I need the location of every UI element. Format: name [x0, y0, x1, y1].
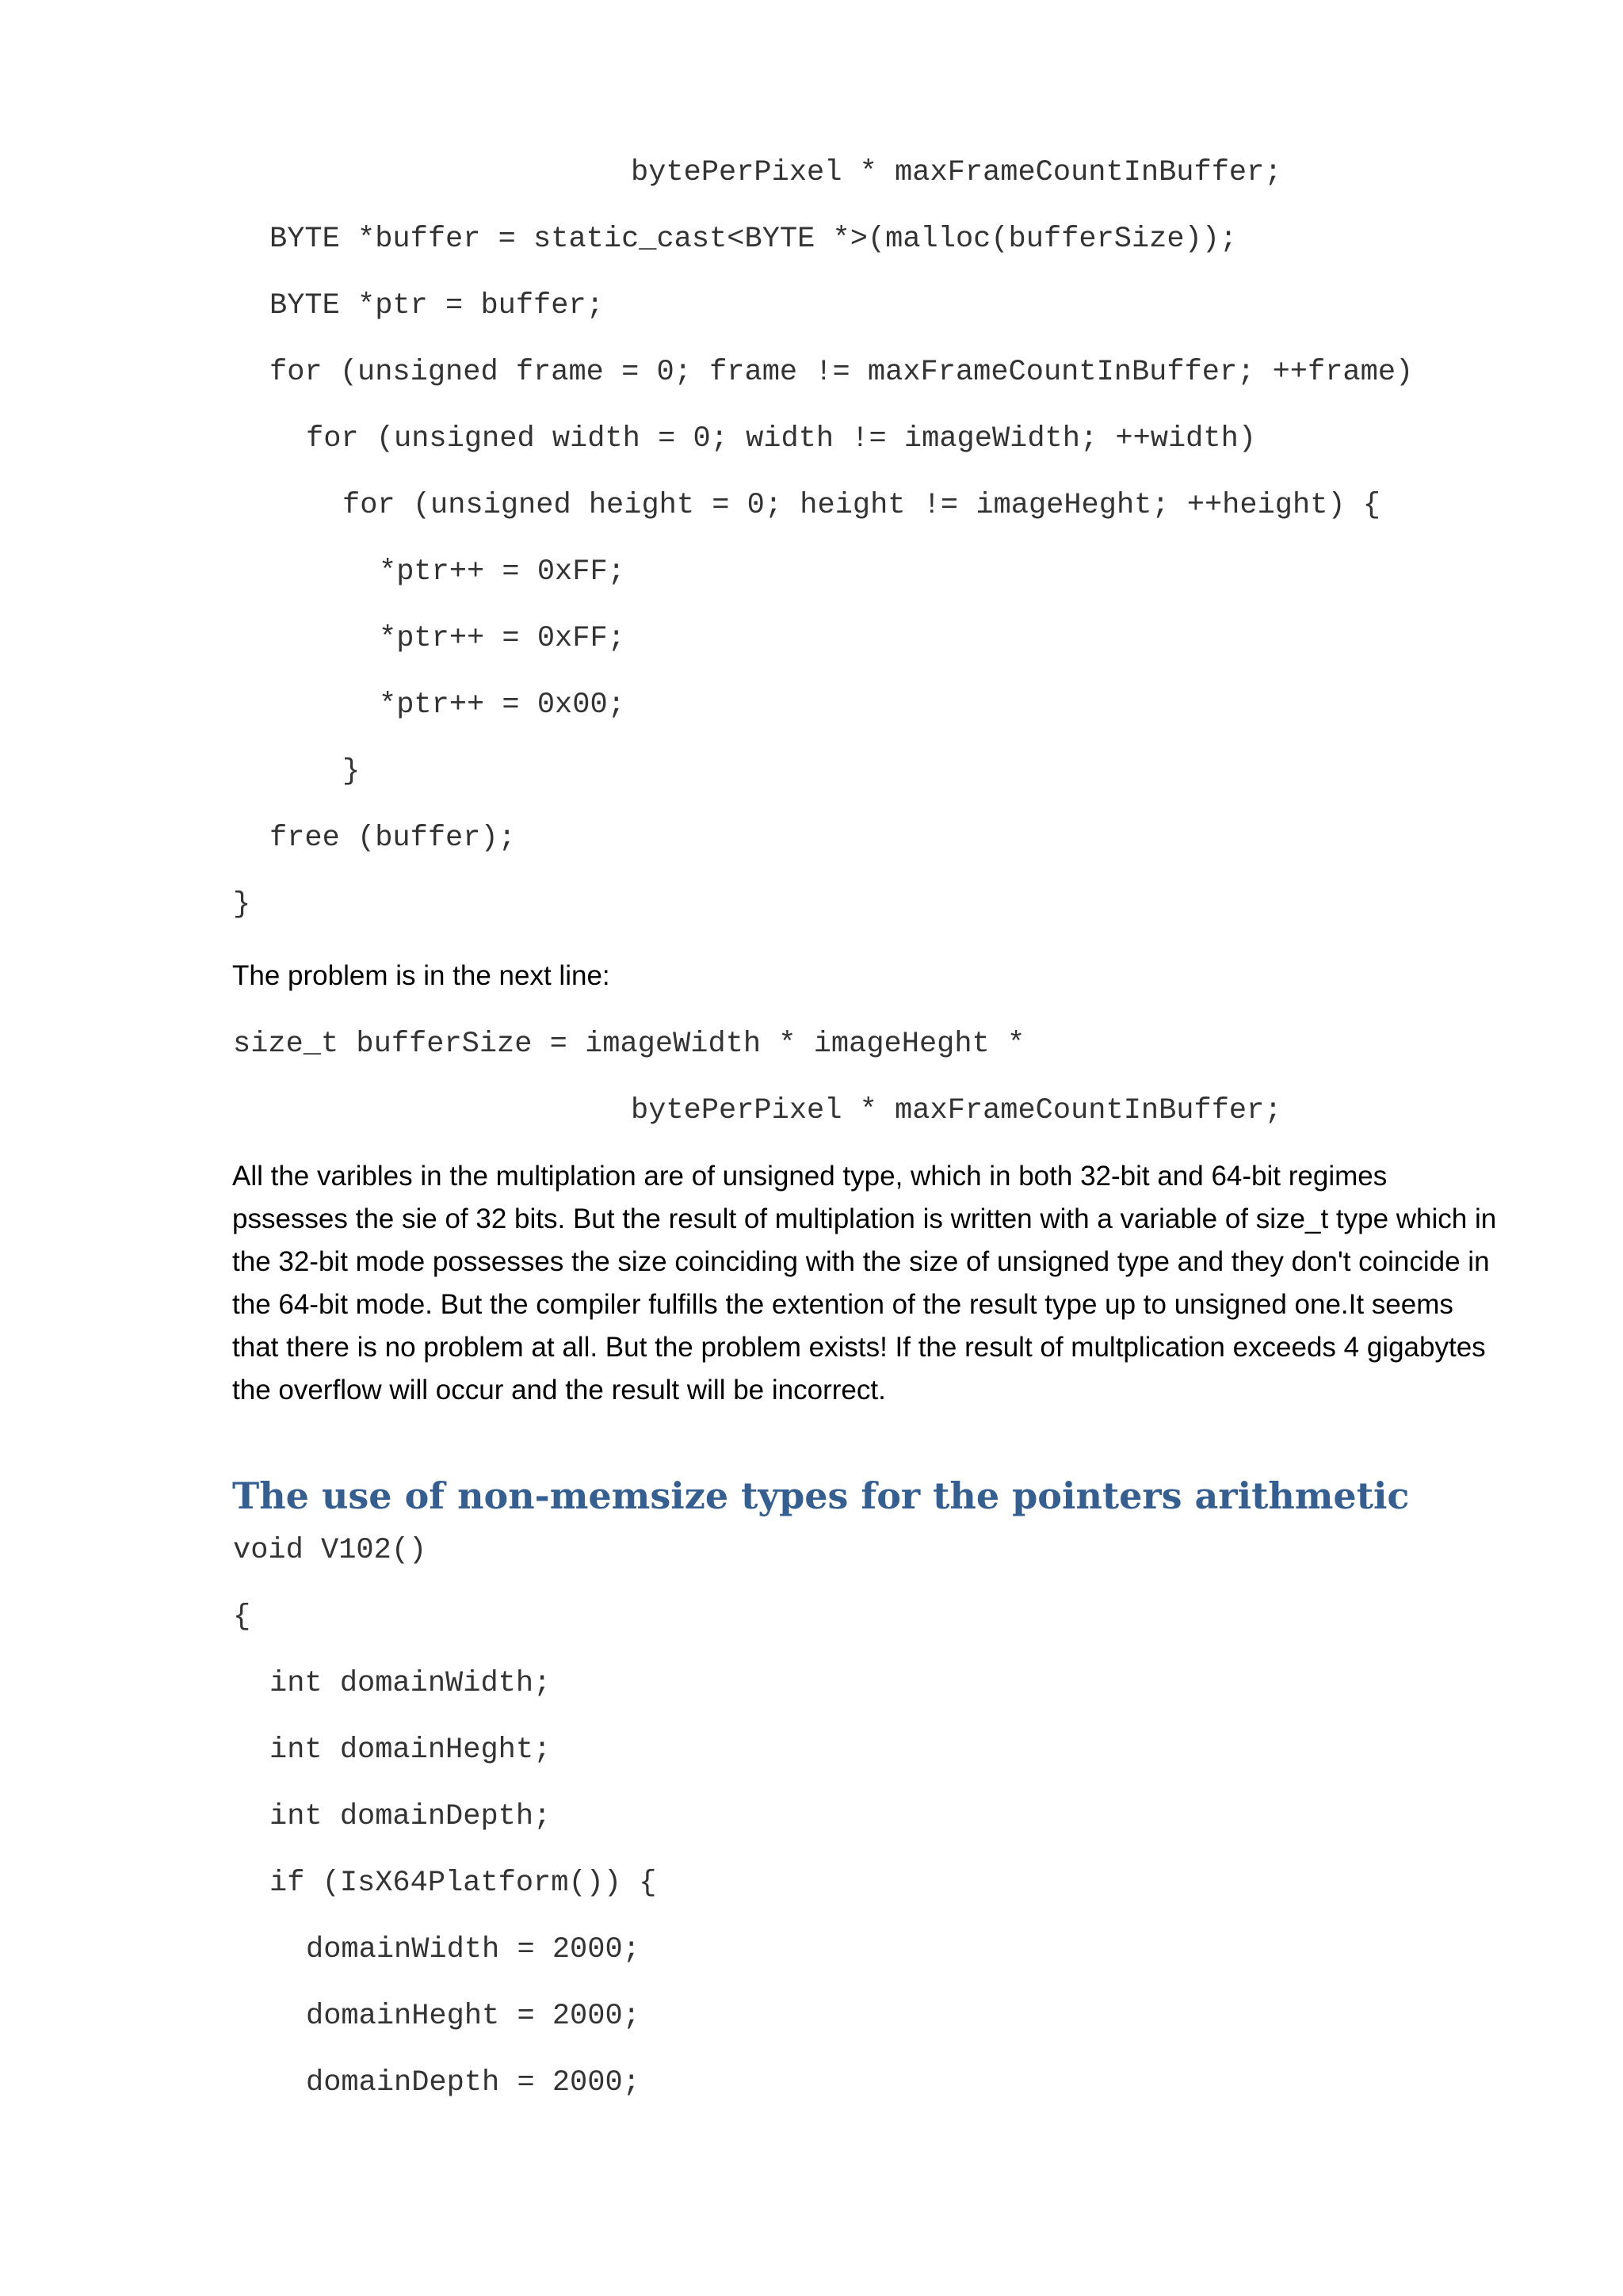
intro-text: The problem is in the next line: [232, 960, 610, 991]
code-line: *ptr++ = 0xFF; [379, 555, 625, 589]
code-line: bytePerPixel * maxFrameCountInBuffer; [631, 1094, 1282, 1127]
code-line: bytePerPixel * maxFrameCountInBuffer; [631, 156, 1282, 189]
code-line: size_t bufferSize = imageWidth * imageHeght * [233, 1028, 1025, 1061]
code-line: for (unsigned width = 0; width != imageWidth; ++width) [306, 422, 1256, 456]
code-line: for (unsigned height = 0; height != imageHeght; ++height) { [342, 489, 1381, 522]
explanation-paragraph [232, 1159, 1516, 1416]
code-line: int domainHeght; [269, 1733, 552, 1767]
paragraph-line: the overflow will occur and the result will be incorrect. [232, 1375, 886, 1405]
code-line: } [233, 888, 251, 921]
code-line: free (buffer); [269, 822, 516, 855]
code-line: if (IsX64Platform()) { [269, 1867, 657, 1900]
code-line: void V102() [233, 1534, 427, 1567]
code-line: BYTE *ptr = buffer; [269, 289, 604, 322]
intro-paragraph [232, 959, 1516, 994]
code-line: int domainWidth; [269, 1667, 552, 1700]
paragraph-line: All the varibles in the multiplation are of unsigned type, which in both 32-bit and 64-bit regimes [232, 1161, 1388, 1192]
code-line: BYTE *buffer = static_cast<BYTE *>(malloc(bufferSize)); [269, 223, 1238, 256]
paragraph-line: pssesses the sie of 32 bits. But the result of multiplation is written with a variable of size_t type which in [232, 1203, 1497, 1234]
paragraph-line: the 32-bit mode possesses the size coinciding with the size of unsigned type and they don't coincide in [232, 1246, 1490, 1277]
code-line: for (unsigned frame = 0; frame != maxFrameCountInBuffer; ++frame) [269, 356, 1414, 389]
code-line: *ptr++ = 0xFF; [379, 622, 625, 655]
code-line: { [233, 1600, 251, 1634]
code-line: domainWidth = 2000; [306, 1933, 640, 1966]
code-line: } [342, 755, 361, 788]
paragraph-line: that there is no problem at all. But the problem exists! If the result of multplication exceeds 4 gigabytes [232, 1332, 1486, 1363]
code-line: domainHeght = 2000; [306, 2000, 640, 2033]
paragraph-line: the 64-bit mode. But the compiler fulfills the extention of the result type up to unsigned one.It seems [232, 1289, 1453, 1320]
section-heading: The use of non-memsize types for the pointers arithmetic [232, 1474, 1410, 1517]
code-line: *ptr++ = 0x00; [379, 688, 625, 722]
code-line: domainDepth = 2000; [306, 2066, 640, 2100]
code-line: int domainDepth; [269, 1800, 552, 1833]
